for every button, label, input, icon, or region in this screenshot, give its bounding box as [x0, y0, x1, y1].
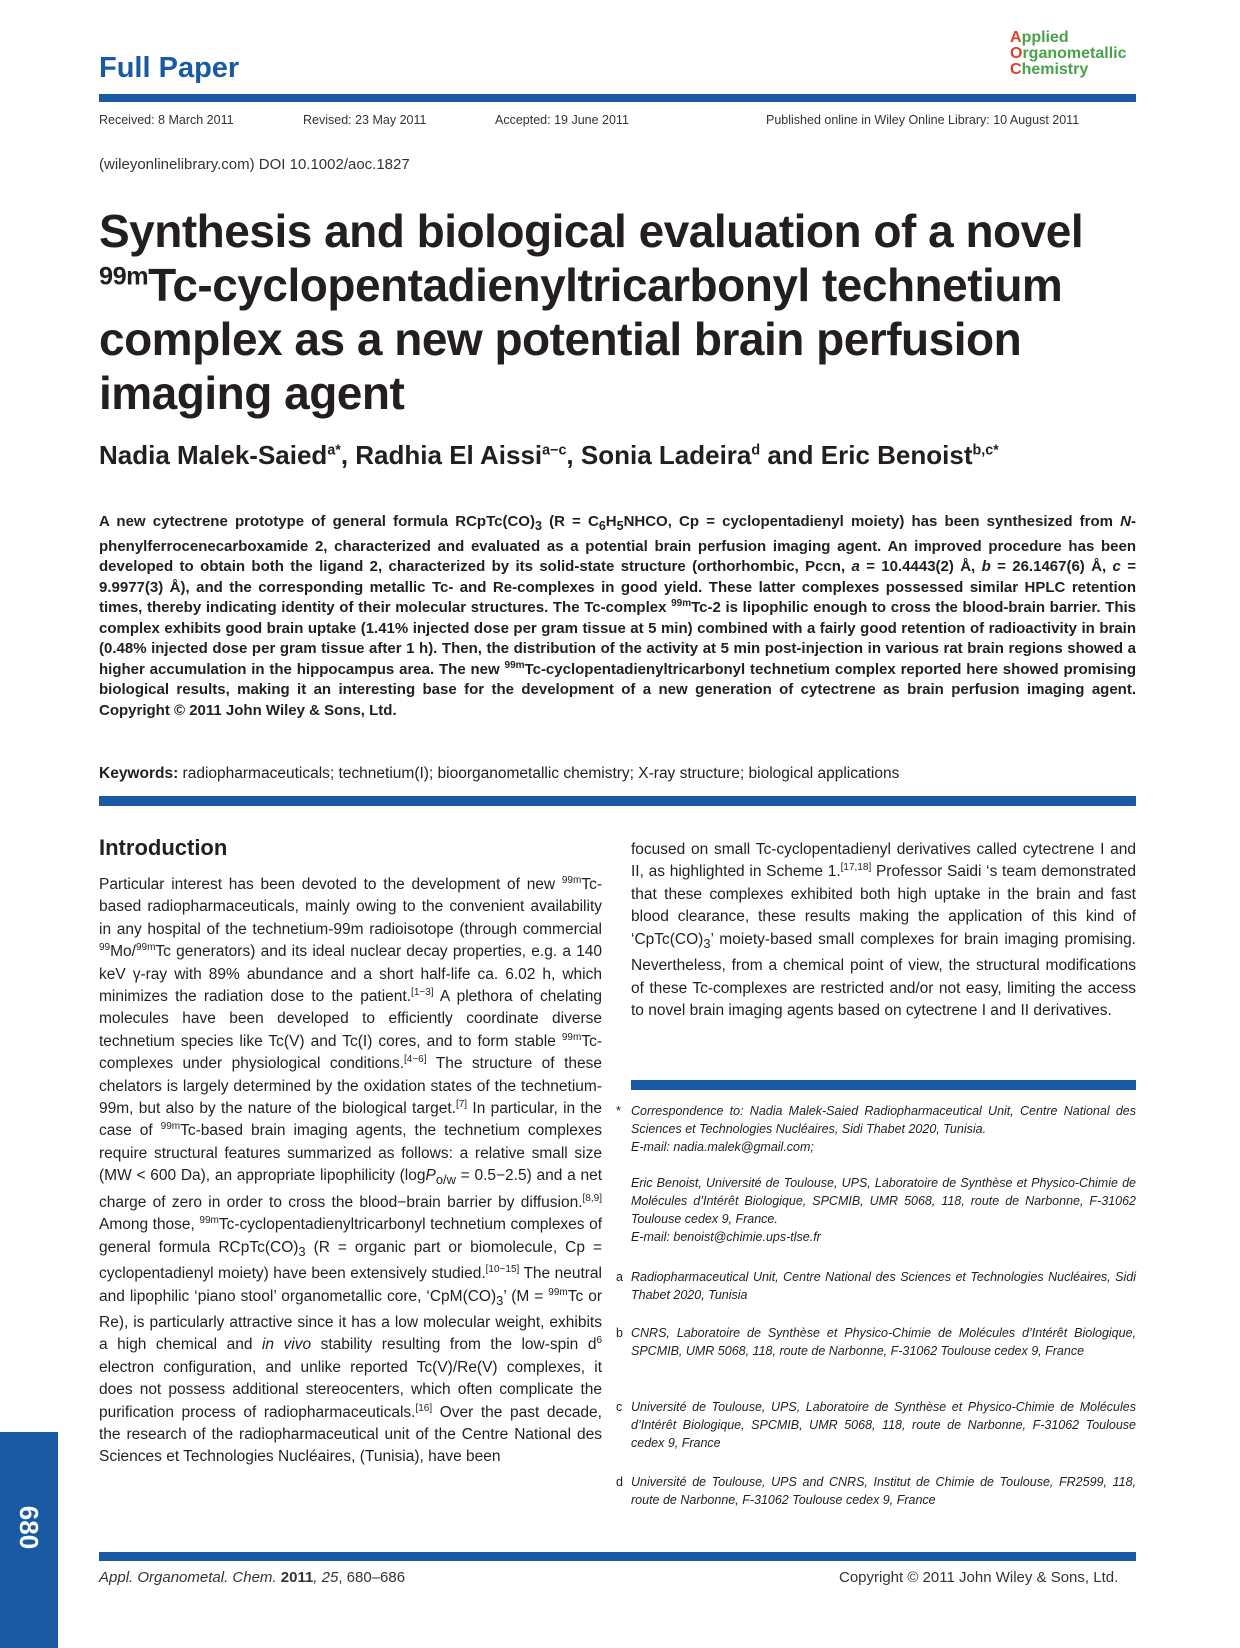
journal-logo	[1010, 30, 1126, 78]
revised-date: Revised: 23 May 2011	[303, 113, 427, 127]
author-affiliation: a−c	[542, 442, 567, 459]
body-column-right: focused on small Tc-cyclopentadienyl derivatives called cytectrene I and II, as highlighted in Scheme 1.[17,18] Professor Saidi ‘s team demonstrated that these complexes exhibited both high uptake in the brain and fast blood clearance, these results making the application of this kind of ‘$CpTc(CO)_3$’ moiety-based small complexes for brain imaging promising. Nevertheless, from a chemical point of view, the structural modifications of these Tc-complexes are restricted and/or not easy, limiting the access to novel brain imaging agents based on cytectrene I and II derivatives.	[631, 841, 1137, 1019]
citation-link[interactable]: [10−15]	[485, 1263, 520, 1275]
footnote-marker: c	[616, 1400, 623, 1414]
accepted-date: Accepted: 19 June 2011	[495, 113, 629, 127]
author-affiliation: d	[751, 442, 761, 459]
abstract: A new cytectrene prototype of general formula $RCpTc(CO)_3$ ($R = C_6H_5NHCO$, Cp = cyclopentadienyl moiety) has been synthesized from N-phenylferrocenecarboxamide 2, characterized and evaluated as a potential brain perfusion imaging agent. An improved procedure has been developed to obtain both the ligand 2, characterized by its solid-state structure (orthorhombic, Pccn, a = 10.4443(2) Å, b = 26.1467(6) Å, c = 9.9977(3) Å), and the corresponding metallic Tc- and Re-complexes in good yield. These latter complexes possessed similar HPLC retention times, thereby indicating identity of their molecular structures. The Tc-complex $^{99m}$Tc-2 is lipophilic enough to cross the blood-brain barrier. This complex exhibits good brain uptake (1.41% injected dose per gram tissue at 5 min) combined with a fairly good retention of radioactivity in brain (0.48% injected dose per gram tissue after 1 h). Then, the distribution of the activity at 5 min post-injection in various rat brain regions showed a higher accumulation in the hippocampus area. The new $^{99m}$Tc-cyclopentadienyltricarbonyl technetium complex reported here showed promising biological results, making it an interesting base for the development of a new generation of cytectrene as brain perfusion imaging agent. Copyright © 2011 John Wiley & Sons, Ltd.	[99, 513, 1137, 719]
footnote-marker: a	[616, 1270, 623, 1284]
top-rule	[99, 94, 1136, 102]
footnote-correspondence-2: Eric Benoist, Université de Toulouse, UPS, Laboratoire de Synthèse et Physico-Chimie de Molécules d’Intérêt Biologique, SPCMIB, UMR 5068, 118, route de Narbonne, F-31062 Toulouse cedex 9, France. E-mail: benoist@chimie.ups-tlse.fr	[631, 1176, 1136, 1244]
keywords-text: radiopharmaceuticals; technetium(I); bioorganometallic chemistry; X-ray structure; biological applications	[178, 765, 900, 782]
email-link[interactable]: E-mail: benoist@chimie.ups-tlse.fr	[631, 1230, 821, 1244]
author-name: Radhia El Aissi	[355, 440, 543, 470]
keywords	[99, 765, 1136, 783]
author-list: Nadia Malek-Saied$^{a*}$, Radhia El Aissi$^{a-c}$, Sonia Ladeira$^d$ and Eric Benoist$^{b,c*}$	[99, 440, 999, 470]
footnote-affiliation-d: d Université de Toulouse, UPS and CNRS, Institut de Chimie de Toulouse, FR2599, 118, route de Narbonne, F-31062 Toulouse cedex 9, France	[616, 1475, 1136, 1507]
paper-title	[99, 204, 1149, 420]
footer-citation: Appl. Organometal. Chem. 2011, 25, 680–686	[99, 1569, 406, 1586]
footnote-rule	[631, 1080, 1136, 1090]
section-rule	[99, 796, 1136, 806]
citation-link[interactable]: [1−3]	[411, 986, 434, 998]
section-label: Full Paper	[99, 52, 240, 84]
section-heading-introduction: Introduction	[99, 835, 228, 860]
citation-link[interactable]: [16]	[415, 1402, 433, 1414]
keywords-label: Keywords:	[99, 765, 179, 782]
citation-link[interactable]: [17,18]	[840, 862, 872, 874]
email-link[interactable]: E-mail: nadia.malek@gmail.com;	[631, 1140, 814, 1154]
author-affiliation: a*	[327, 442, 341, 459]
footnote-correspondence: * Correspondence to: Nadia Malek-Saied Radiopharmaceutical Unit, Centre National des Sciences et Technologies Nucléaires, Sidi Thabet 2020, Tunisia. E-mail: nadia.malek@gmail.com;	[616, 1104, 1136, 1154]
citation-link[interactable]: [8,9]	[582, 1192, 602, 1204]
doi[interactable]: (wileyonlinelibrary.com) DOI 10.1002/aoc.1827	[99, 156, 410, 173]
footnote-marker: b	[616, 1326, 623, 1340]
citation-link[interactable]: [4−6]	[404, 1054, 427, 1066]
author-name: Sonia Ladeira	[580, 440, 752, 470]
page-number: 680	[14, 1505, 45, 1549]
received-date: Received: 8 March 2011	[99, 113, 234, 127]
footnote-marker: *	[616, 1104, 621, 1118]
title-line: $^{99m}$Tc-cyclopentadienyltricarbonyl technetium	[99, 259, 1063, 311]
title-line: Synthesis and biological evaluation of a novel	[99, 205, 1084, 257]
footnote-affiliation-b: b CNRS, Laboratoire de Synthèse et Physico-Chimie de Molécules d’Intérêt Biologique, SPCMIB, UMR 5068, 118, route de Narbonne, F-31062 Toulouse cedex 9, France	[616, 1326, 1136, 1358]
footnote-marker: d	[616, 1475, 623, 1489]
published-date: Published online in Wiley Online Library: 10 August 2011	[766, 113, 1080, 127]
author-affiliation: b,c*	[972, 442, 999, 459]
title-line: complex as a new potential brain perfusion	[99, 313, 1022, 365]
footnote-affiliation-c: c Université de Toulouse, UPS, Laboratoire de Synthèse et Physico-Chimie de Molécules d’Intérêt Biologique, SPCMIB, UMR 5068, 118, route de Narbonne, F-31062 Toulouse cedex 9, France	[616, 1400, 1136, 1450]
footnote-affiliation-a: a Radiopharmaceutical Unit, Centre National des Sciences et Technologies Nucléaires, Sidi Thabet 2020, Tunisia	[616, 1270, 1136, 1302]
logo-word: pplied	[1021, 29, 1069, 46]
journal-abbrev: Appl. Organometal. Chem.	[99, 1569, 277, 1586]
author-name: Eric Benoist	[820, 440, 973, 470]
title-line: imaging agent	[99, 367, 405, 419]
body-column-left: Particular interest has been devoted to the development of new $^{99m}$Tc-based radiopharmaceuticals, mainly owing to the convenient availability in any hospital of the technetium-99m radioisotope (through commercial $^{99}$Mo/$^{99m}$Tc generators) and its ideal nuclear decay properties, e.g. a 140 keV γ-ray with 89% abundance and a short half-life ca. 6.02 h, which minimizes the radiation dose to the patient.[1−3] A plethora of chelating molecules have been developed to efficiently coordinate diverse technetium species like Tc(V) and Tc(I) cores, and to form stable $^{99m}$Tc-complexes under physiological conditions.[4−6] The structure of these chelators is largely determined by the oxidation states of the technetium-99m, but also by the nature of the biological target.[7] In particular, in the case of $^{99m}$Tc-based brain imaging agents, the technetium complexes require structural features summarized as follows: a relative small size (MW < 600 Da), an appropriate lipophilicity (logP$_{o/w}$ = 0.5−2.5) and a net charge of zero in order to cross the blood−brain barrier by diffusion.[8,9] Among those, $^{99m}$Tc-cyclopentadienyltricarbonyl technetium complexes of general formula $RCpTc(CO)_3$ (R = organic part or biomolecule, Cp = cyclopentadienyl moiety) have been extensively studied.[10−15] The neutral and lipophilic ‘piano stool’ organometallic core, ‘$CpM(CO)_3$’ (M = $^{99m}$Tc or Re), is particularly attractive since it has a low molecular weight, exhibits a high chemical and in vivo stability resulting from the low-spin $d^6$ electron configuration, and unlike reported Tc(V)/Re(V) complexes, it does not possess additional stereocenters, which often complicate the purification process of radiopharmaceuticals.[16] Over the past decade, the research of the radiopharmaceutical unit of the Centre National des Sciences et Technologies Nucléaires, (Tunisia), have been	[99, 874, 603, 1466]
footer-copyright: Copyright © 2011 John Wiley & Sons, Ltd.	[839, 1569, 1119, 1586]
logo-line-chemistry: Chemistry	[1010, 61, 1089, 78]
footer-rule	[99, 1552, 1136, 1561]
author-name: Nadia Malek-Saied	[99, 440, 328, 470]
logo-line-organometallic: Organometallic	[1010, 45, 1127, 62]
logo-line-applied: Applied	[1010, 29, 1069, 46]
citation-link[interactable]: [7]	[455, 1098, 468, 1110]
